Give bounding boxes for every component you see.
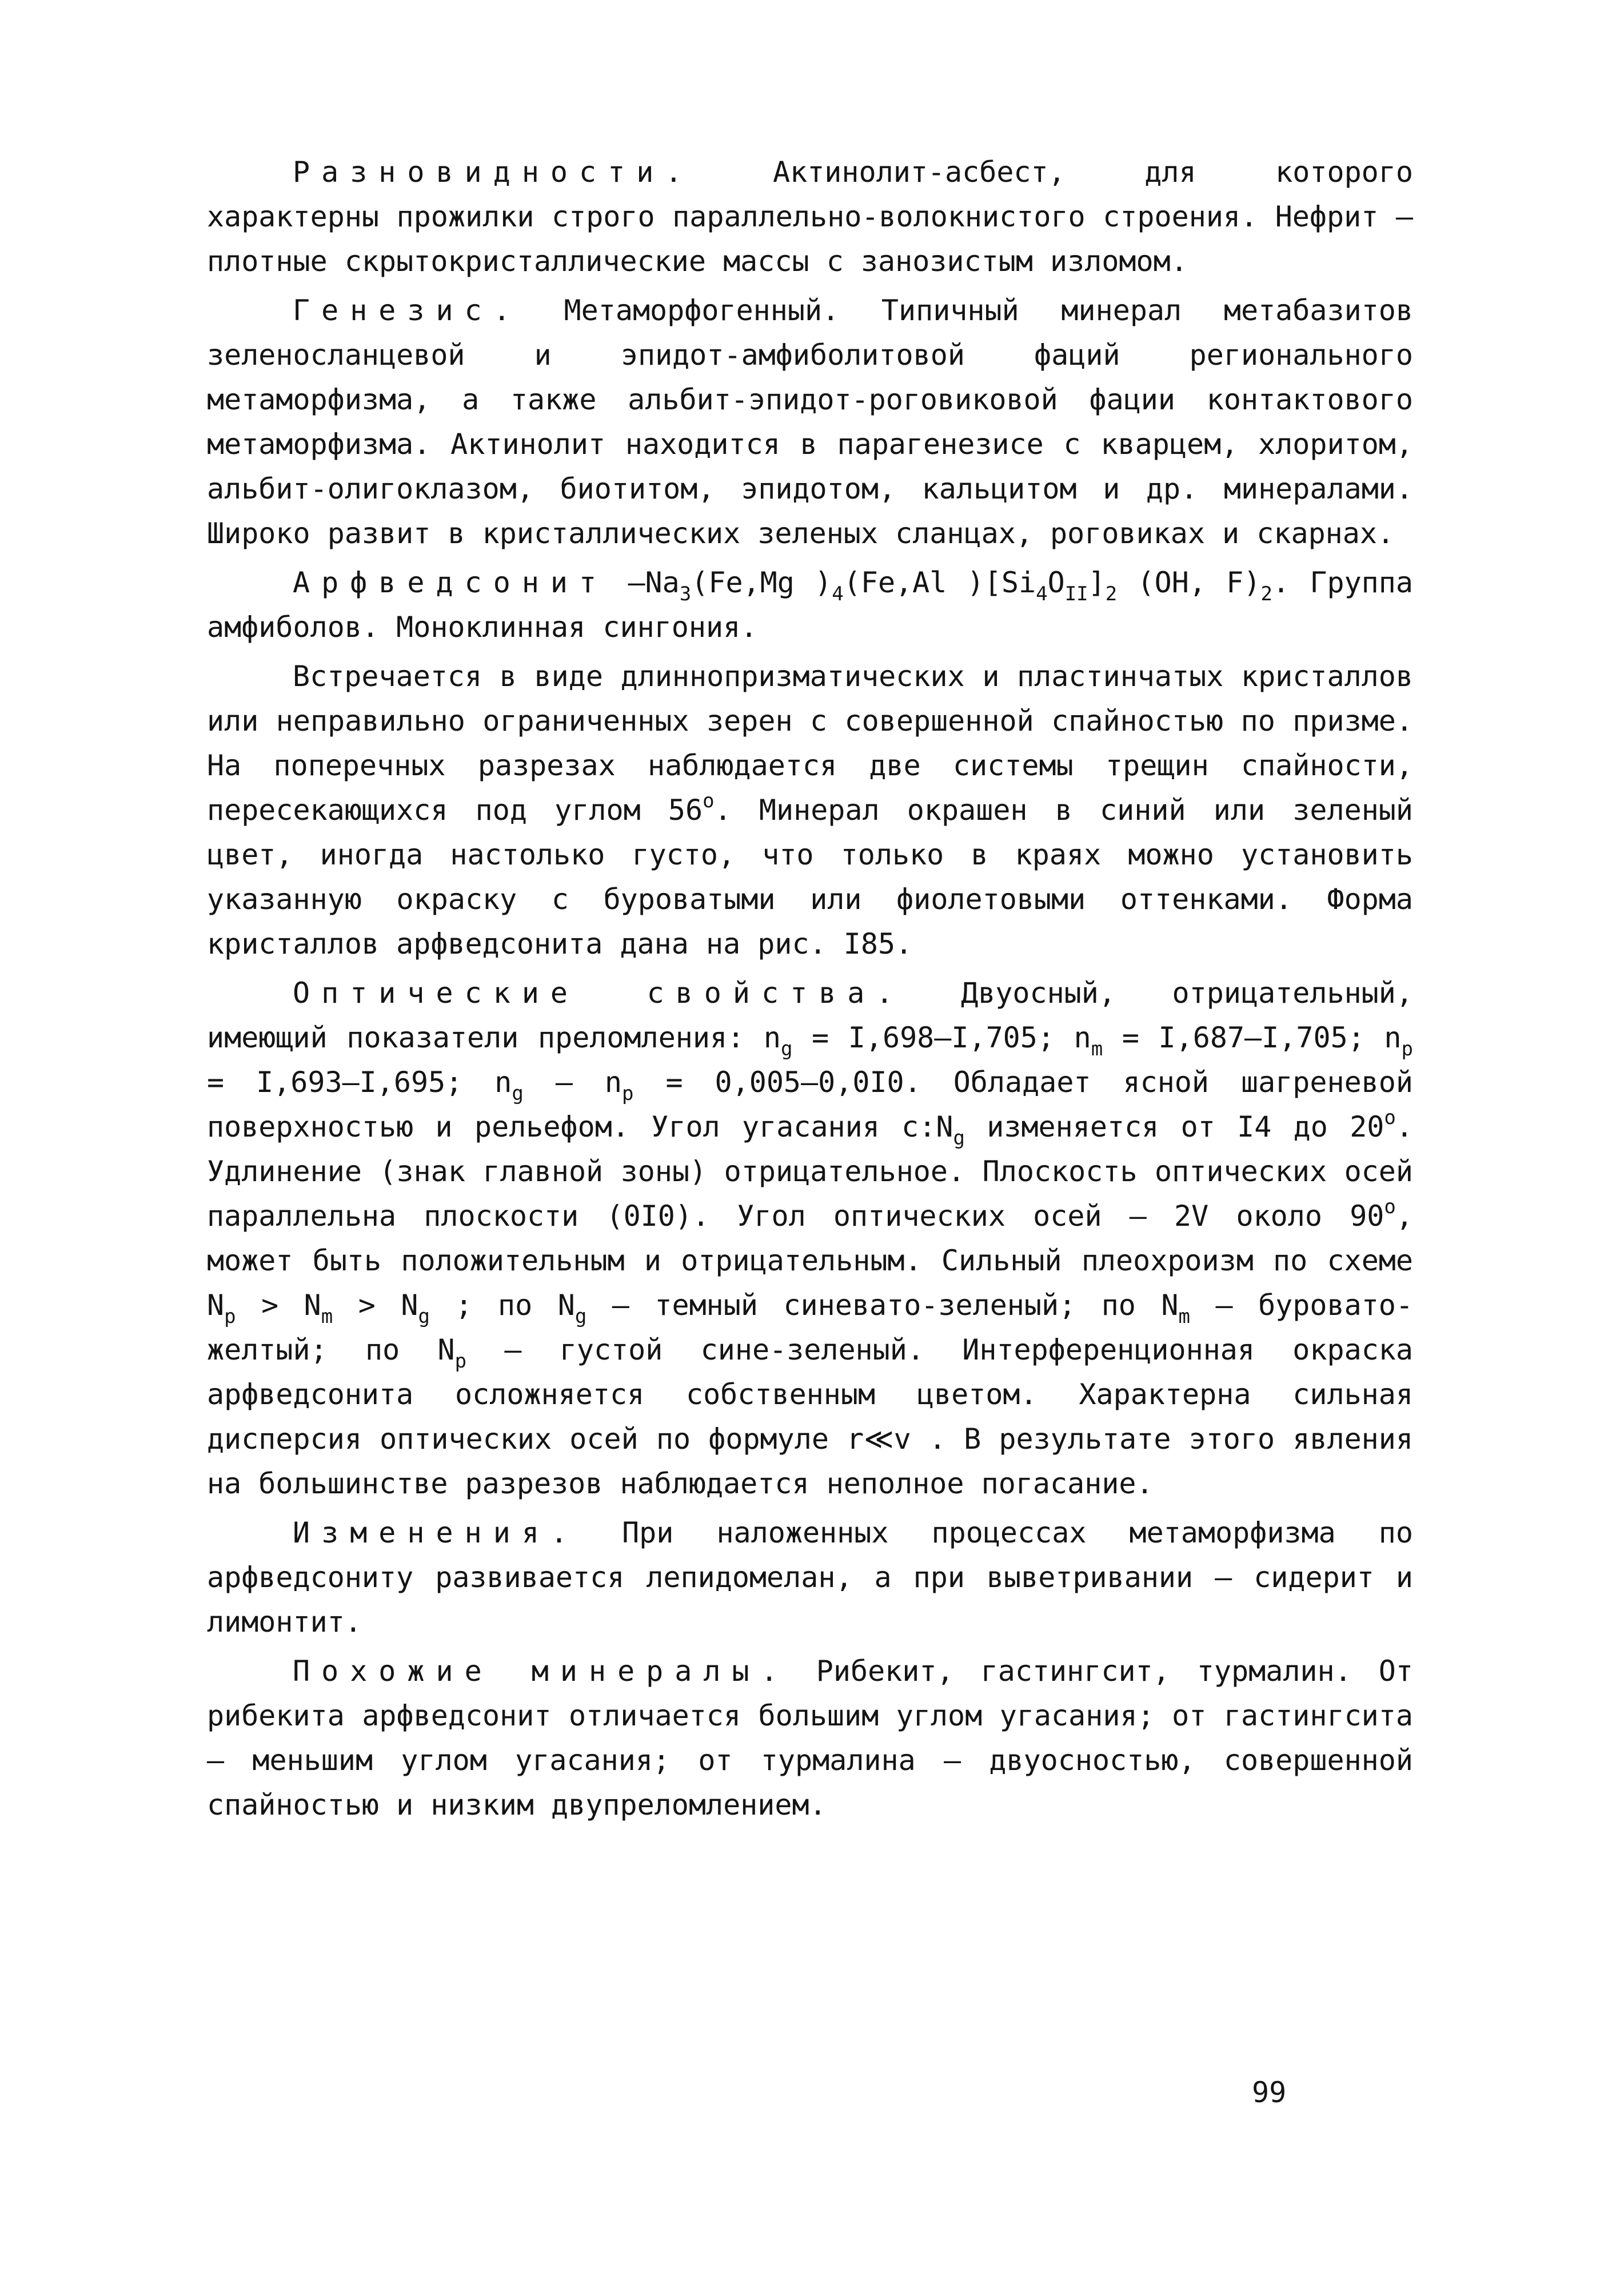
- section-heading-genesis: Генезис.: [293, 294, 522, 327]
- paragraph-text: = I,693–I,695; n: [207, 1066, 512, 1099]
- index-subscript: p: [224, 1305, 236, 1328]
- paragraph-text: изменяется от I4 до 20: [964, 1110, 1384, 1143]
- formula-subscript: 3: [679, 583, 692, 605]
- formula-subscript: II: [1064, 583, 1088, 605]
- paragraph-text: . Минерал окрашен в синий или зеленый цвет, иногда настолько густо, что только в краях можно установить указанную окраску с буроватыми или фиолетовыми оттенками. Форма кристаллов арфведсонита дана на рис. I85.: [207, 794, 1413, 960]
- paragraph-text: Встречается в виде длиннопризматических и пластинчатых кристаллов или неправильно ограниченных зерен с совершенной спайностью по призме. На поперечных разрезах наблюдается две системы трещин спайности, пересекающихся под углом 56: [207, 660, 1413, 827]
- page-number: 99: [1252, 2076, 1287, 2109]
- index-subscript: p: [454, 1350, 467, 1373]
- paragraph-text: , может быть положительным и отрицательным. Сильный плеохроизм по схеме N: [207, 1199, 1413, 1322]
- formula-subscript: 2: [1105, 583, 1118, 605]
- formula-subscript: 4: [1036, 583, 1048, 605]
- formula-part: (Fe,Mg ): [691, 566, 832, 599]
- section-heading-varieties: Разновидности.: [293, 156, 694, 189]
- paragraph-text: = I,698–I,705; n: [792, 1021, 1091, 1054]
- paragraph-text: Метаморфогенный. Типичный минерал метабазитов зеленосланцевой и эпидот-амфиболитовой фаций регионального метаморфизма, а также альбит-эпидот-роговиковой фации контактового метаморфизма. Актинолит находится в парагенезисе с кварцем, хлоритом, альбит-олигоклазом, биотитом, эпидотом, кальцитом и др. минералами. Широко развит в кристаллических зеленых сланцах, роговиках и скарнах.: [207, 294, 1413, 550]
- paragraph-arfvedsonite-formula: [207, 560, 1413, 649]
- page-body: [207, 150, 1413, 1827]
- paragraph-text: Актинолит-асбест, для которого характерны прожилки строго параллельно-волокнистого строения. Нефрит – плотные скрытокристаллические массы с занозистым изломом.: [207, 156, 1413, 278]
- degree-superscript: o: [1384, 1106, 1396, 1129]
- paragraph-text: = 0,005–0,0I0. Обладает ясной шагреневой поверхностью и рельефом. Угол угасания c:N: [207, 1066, 1413, 1143]
- formula-subscript: 4: [832, 583, 844, 605]
- index-subscript: p: [622, 1082, 634, 1105]
- formula-part: (Fe,Al )[Si: [843, 566, 1036, 599]
- formula-subscript: 2: [1260, 583, 1272, 605]
- mineral-heading-arfvedsonite: Арфведсонит: [293, 566, 608, 599]
- paragraph-text: > N: [333, 1289, 418, 1322]
- paragraph-text: . Удлинение (знак главной зоны) отрицательное. Плоскость оптических осей параллельна плоскости (0I0). Угол оптических осей – 2V около 90: [207, 1110, 1413, 1233]
- index-subscript: g: [953, 1127, 965, 1150]
- index-subscript: g: [574, 1305, 587, 1328]
- paragraph-text: Двуосный, отрицательный, имеющий показатели преломления: n: [207, 976, 1413, 1054]
- index-subscript: m: [1178, 1305, 1190, 1328]
- formula-part: O: [1047, 566, 1065, 599]
- paragraph-text: При наложенных процессах метаморфизма по арфведсониту развивается лепидомелан, а при выветривании – сидерит и лимонтит.: [207, 1516, 1413, 1639]
- formula-part: (OH, F): [1117, 566, 1261, 599]
- degree-superscript: o: [1384, 1195, 1396, 1218]
- index-subscript: m: [1091, 1038, 1103, 1061]
- paragraph-optical-properties: [207, 971, 1413, 1506]
- paragraph-text: – темный синевато-зеленый; по N: [586, 1289, 1179, 1322]
- index-subscript: m: [321, 1305, 333, 1328]
- paragraph-similar-minerals: [207, 1649, 1413, 1827]
- index-subscript: g: [418, 1305, 430, 1328]
- index-subscript: g: [512, 1082, 524, 1105]
- paragraph-text: – буровато-желтый; по N: [207, 1289, 1414, 1366]
- degree-superscript: o: [703, 790, 715, 812]
- paragraph-text: Рибекит, гастингсит, турмалин. От рибекита арфведсонит отличается большим углом угасания; от гастингсита – меньшим углом угасания; от турмалина – двуосностью, совершенной спайностью и низким двупреломлением.: [207, 1655, 1413, 1821]
- section-heading-optical-properties: Оптические свойства.: [293, 976, 905, 1010]
- paragraph-text: ; по N: [429, 1289, 575, 1322]
- section-heading-similar-minerals: Похожие минералы.: [293, 1655, 789, 1688]
- paragraph-description: [207, 654, 1413, 966]
- paragraph-varieties: [207, 150, 1413, 284]
- formula-part: –Na: [608, 566, 680, 599]
- formula-part: ]: [1088, 566, 1106, 599]
- paragraph-alterations: [207, 1510, 1413, 1644]
- paragraph-genesis: [207, 288, 1413, 556]
- paragraph-text: > N: [236, 1289, 321, 1322]
- paragraph-text: . Группа амфиболов. Моноклинная сингония.: [207, 566, 1413, 644]
- paragraph-text: – густой сине-зеленый. Интерференционная окраска арфведсонита осложняется собственным цветом. Характерна сильная дисперсия оптических осей по формуле r≪v . В результате этого явления на большинстве разрезов наблюдается неполное погасание.: [207, 1333, 1413, 1500]
- paragraph-text: = I,687–I,705; n: [1103, 1021, 1402, 1054]
- paragraph-text: – n: [523, 1066, 622, 1099]
- index-subscript: g: [780, 1038, 793, 1061]
- section-heading-alterations: Изменения.: [293, 1516, 580, 1549]
- index-subscript: p: [1401, 1038, 1413, 1061]
